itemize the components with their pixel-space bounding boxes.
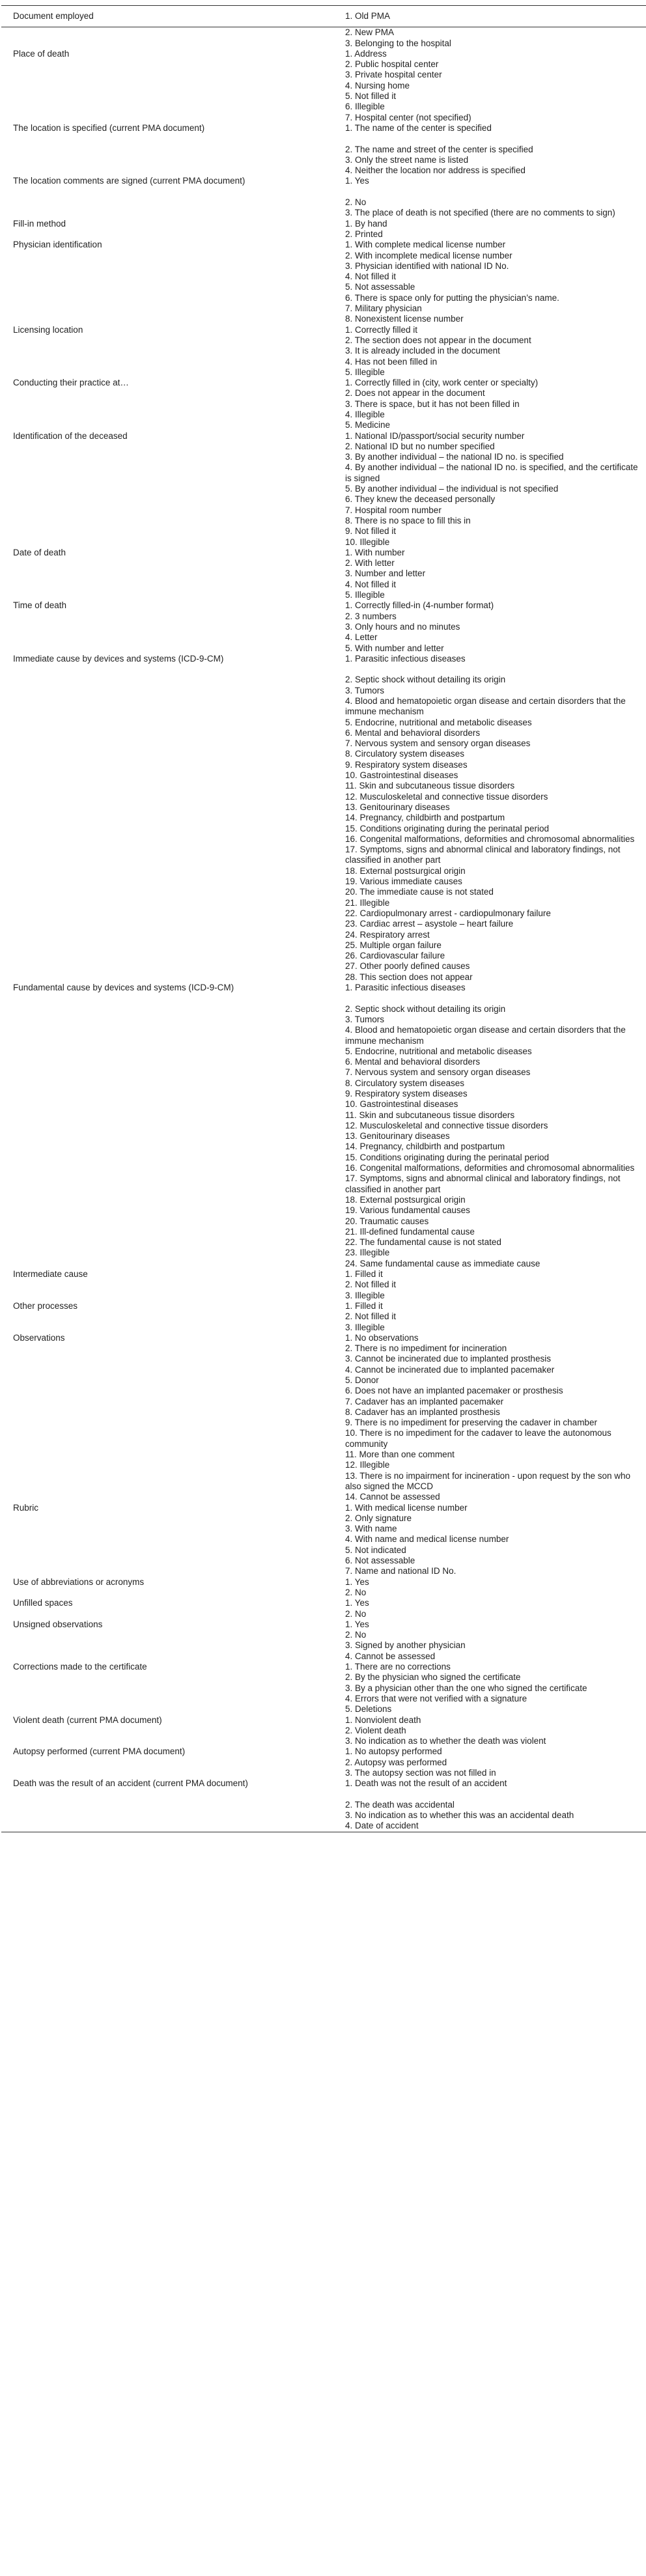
variable-name-cell: Place of death: [13, 48, 70, 59]
option-item: 14. Cannot be assessed: [345, 1492, 440, 1502]
option-item: 5. Medicine: [345, 420, 391, 430]
option-item: 3. The place of death is not specified (there are no comments to sign): [345, 208, 615, 218]
options-cell: [333, 27, 646, 49]
variable-name-cell: The location is specified (current PMA document): [13, 122, 205, 133]
option-item: 7. Hospital center (not specified): [345, 112, 471, 122]
option-spacer: [345, 993, 646, 1003]
variable-name-cell: Death was the result of an accident (current PMA document): [1, 1778, 333, 1832]
option-item: 14. Pregnancy, childbirth and postpartum: [345, 1141, 505, 1152]
variable-name-cell: Identification of the deceased: [13, 430, 128, 441]
option-item: 3. By a physician other than the one who signed the certificate: [345, 1683, 587, 1693]
option-item: 3. Number and letter: [345, 568, 426, 579]
option-item: 6. They knew the deceased personally: [345, 494, 496, 505]
option-item: 18. External postsurgical origin: [345, 865, 466, 876]
option-item: 4. With name and medical license number: [345, 1534, 509, 1545]
option-item: 2. With incomplete medical license number: [345, 250, 513, 260]
option-item: 19. Various immediate causes: [345, 876, 462, 887]
option-item: 12. Musculoskeletal and connective tissue disorders: [345, 1120, 548, 1130]
header-value-cell: 1. Old PMA: [333, 6, 646, 27]
table-row: [1, 548, 646, 600]
option-item: 2. 3 numbers: [345, 611, 397, 621]
option-item: 2. No: [345, 197, 367, 208]
options-cell: [333, 1715, 646, 1747]
option-item: 5. Not indicated: [345, 1545, 406, 1555]
option-item: 1. Nonviolent death: [345, 1715, 421, 1725]
table-row: [1, 49, 646, 123]
option-item: 28. This section does not appear: [345, 972, 473, 982]
option-item: 22. Cardiopulmonary arrest - cardiopulmonary failure: [345, 908, 551, 918]
option-item: 6. There is space only for putting the physician’s name.: [345, 292, 559, 303]
table-row: [1, 1333, 646, 1503]
option-item: 9. Respiratory system diseases: [345, 759, 468, 770]
option-item: 6. Does not have an implanted pacemaker or prosthesis: [345, 1386, 563, 1396]
option-item: 13. Genitourinary diseases: [345, 802, 450, 812]
option-item: 21. Illegible: [345, 897, 390, 908]
options-cell: [333, 1778, 646, 1832]
option-item: 1. Parasitic infectious diseases: [345, 983, 466, 993]
options-cell: [333, 654, 646, 983]
option-spacer: [345, 133, 646, 144]
option-item: 2. Autopsy was performed: [345, 1757, 447, 1767]
option-item: 4. Blood and hematopoietic organ disease and certain disorders that the immune mechanism: [345, 696, 626, 717]
option-item: 4. Not filled it: [345, 579, 397, 589]
option-item: 1. No autopsy performed: [345, 1746, 442, 1757]
options-cell: [333, 1503, 646, 1577]
options-cell: [333, 1619, 646, 1662]
option-item: 3. It is already included in the document: [345, 346, 500, 356]
option-item: 1. Yes: [345, 1598, 369, 1608]
options-cell: [333, 1269, 646, 1301]
option-item: 5. Endocrine, nutritional and metabolic diseases: [345, 717, 532, 727]
option-item: 1. By hand: [345, 218, 387, 229]
table-row: [1, 240, 646, 324]
option-item: 17. Symptoms, signs and abnormal clinical and laboratory findings, not classified in another part: [345, 1173, 621, 1194]
option-item: 3. Private hospital center: [345, 70, 442, 80]
option-item: 4. Cannot be incinerated due to implanted pacemaker: [345, 1364, 555, 1375]
option-item: 11. Skin and subcutaneous tissue disorders: [345, 781, 515, 791]
variable-name-cell: Unsigned observations: [13, 1619, 103, 1629]
option-item: 14. Pregnancy, childbirth and postpartum: [345, 813, 505, 823]
table-row: [1, 431, 646, 548]
option-item: 5. Donor: [345, 1375, 379, 1385]
option-item: 1. Filled it: [345, 1300, 383, 1311]
option-item: 19. Various fundamental causes: [345, 1205, 470, 1216]
option-item: 1. Yes: [345, 1576, 369, 1587]
option-item: 2. Septic shock without detailing its origin: [345, 675, 506, 685]
option-item: 1. Yes: [345, 1619, 369, 1629]
option-spacer: [345, 1789, 646, 1800]
table-row: [1, 176, 646, 218]
variable-name-cell: The location comments are signed (current PMA document): [13, 176, 246, 186]
option-item: 10. There is no impediment for the cadaver to leave the autonomous community: [345, 1428, 611, 1449]
option-item: 4. By another individual – the national ID no. is specified, and the certificate is signed: [345, 462, 638, 483]
option-item: 22. The fundamental cause is not stated: [345, 1237, 501, 1248]
option-item: 1. Address: [345, 48, 387, 59]
option-spacer: [345, 664, 646, 675]
option-item: 1. With complete medical license number: [345, 240, 506, 250]
option-item: 2. National ID but no number specified: [345, 441, 495, 451]
option-item: 2. By the physician who signed the certificate: [345, 1672, 521, 1683]
option-item: 4. Errors that were not verified with a signature: [345, 1693, 527, 1703]
option-item: 24. Same fundamental cause as immediate cause: [345, 1258, 541, 1268]
option-item: 4. Illegible: [345, 409, 385, 419]
option-item: 11. Skin and subcutaneous tissue disorders: [345, 1110, 515, 1120]
option-item: 17. Symptoms, signs and abnormal clinical and laboratory findings, not classified in another part: [345, 845, 621, 865]
option-item: 3. The autopsy section was not filled in: [345, 1767, 496, 1778]
option-item: 3. No indication as to whether the death was violent: [345, 1736, 546, 1746]
option-item: 21. Ill-defined fundamental cause: [345, 1226, 475, 1237]
option-item: 2. No: [345, 1608, 367, 1619]
option-item: 10. Illegible: [345, 537, 390, 547]
option-item: 1. The name of the center is specified: [345, 122, 492, 133]
header-variable-cell: Document employed: [1, 6, 333, 27]
option-item: 1. Correctly filled-in (4-number format): [345, 600, 494, 611]
variable-name-cell: Physician identification: [13, 240, 102, 250]
option-item: 12. Musculoskeletal and connective tissue disorders: [345, 791, 548, 802]
option-item: 5. Illegible: [345, 590, 385, 600]
variable-name-cell: Autopsy performed (current PMA document): [13, 1746, 186, 1757]
option-item: 2. Only signature: [345, 1513, 412, 1523]
options-cell: [333, 1662, 646, 1715]
options-cell: [333, 123, 646, 176]
options-cell: [333, 49, 646, 123]
option-item: 1. No observations: [345, 1332, 419, 1343]
options-cell: [333, 325, 646, 378]
option-item: 3. Belonging to the hospital: [345, 38, 451, 48]
table-row: [1, 325, 646, 378]
options-cell: [333, 1746, 646, 1778]
option-item: 9. There is no impediment for preserving the cadaver in chamber: [345, 1418, 597, 1428]
option-item: 8. Nonexistent license number: [345, 314, 464, 324]
option-item: 1. National ID/passport/social security number: [345, 430, 525, 441]
option-item: 3. By another individual – the national ID no. is specified: [345, 452, 564, 462]
option-item: 4. Date of accident: [345, 1821, 419, 1831]
option-item: 10. Gastrointestinal diseases: [345, 1099, 458, 1110]
option-item: 3. Tumors: [345, 1014, 385, 1024]
option-item: 5. Not filled it: [345, 91, 397, 102]
option-item: 2. Not filled it: [345, 1311, 397, 1322]
options-cell: [333, 219, 646, 240]
variable-name-cell: Time of death: [13, 600, 67, 611]
option-item: 4. Blood and hematopoietic organ disease and certain disorders that the immune mechanism: [345, 1025, 626, 1046]
option-item: 1. Correctly filled it: [345, 324, 418, 335]
table-row: [1, 27, 646, 49]
options-cell: [333, 431, 646, 548]
table-header-row: [1, 6, 646, 27]
option-item: 7. Nervous system and sensory organ diseases: [345, 1067, 531, 1078]
table-row: [1, 654, 646, 983]
option-item: 26. Cardiovascular failure: [345, 951, 445, 961]
option-item: 2. The section does not appear in the document: [345, 335, 531, 345]
table-row: [1, 1301, 646, 1333]
option-item: 8. Circulatory system diseases: [345, 1078, 465, 1088]
table-body: [1, 6, 646, 1832]
option-item: 15. Conditions originating during the perinatal period: [345, 823, 549, 833]
option-item: 24. Respiratory arrest: [345, 929, 430, 940]
options-cell: [333, 1301, 646, 1333]
option-item: 1. With medical license number: [345, 1502, 468, 1513]
option-item: 3. Only the street name is listed: [345, 154, 469, 165]
option-item: 7. Military physician: [345, 303, 422, 314]
variable-name-cell: Conducting their practice at…: [13, 378, 129, 388]
option-item: 13. Genitourinary diseases: [345, 1131, 450, 1141]
option-item: 23. Cardiac arrest – asystole – heart failure: [345, 919, 514, 929]
options-cell: [333, 548, 646, 600]
option-item: 11. More than one comment: [345, 1449, 455, 1460]
variable-name-cell: Immediate cause by devices and systems (ICD-9-CM): [13, 653, 224, 664]
option-item: 2. The death was accidental: [345, 1799, 455, 1810]
option-spacer: [345, 187, 646, 197]
option-item: 2. New PMA: [345, 27, 395, 38]
option-item: 1. There are no corrections: [345, 1662, 451, 1672]
option-item: 3. With name: [345, 1524, 397, 1534]
option-item: 15. Conditions originating during the perinatal period: [345, 1152, 549, 1162]
option-item: 4. Has not been filled in: [345, 356, 438, 367]
table-row: [1, 1746, 646, 1778]
option-item: 2. Does not appear in the document: [345, 388, 485, 399]
death-certificate-variables-table: [1, 5, 646, 1832]
option-item: 2. Printed: [345, 229, 383, 239]
options-cell: [333, 1333, 646, 1503]
option-item: 20. The immediate cause is not stated: [345, 887, 494, 897]
option-item: 8. Cadaver has an implanted prosthesis: [345, 1407, 500, 1417]
option-item: 1. Filled it: [345, 1269, 383, 1280]
option-item: 13. There is no impairment for incineration - upon request by the son who also signed the MCCD: [345, 1470, 630, 1491]
table-row: [1, 1269, 646, 1301]
option-item: 7. Cadaver has an implanted pacemaker: [345, 1396, 504, 1407]
table-row: [1, 1662, 646, 1715]
option-item: 2. Violent death: [345, 1725, 406, 1735]
option-item: 16. Congenital malformations, deformities and chromosomal abnormalities: [345, 833, 635, 844]
option-item: 3. Cannot be incinerated due to implanted prosthesis: [345, 1354, 551, 1364]
variable-name-cell: Unfilled spaces: [13, 1598, 73, 1608]
document-table-container: [1, 5, 646, 1832]
option-item: 8. Circulatory system diseases: [345, 749, 465, 759]
option-item: 9. Not filled it: [345, 526, 397, 537]
option-item: 2. Public hospital center: [345, 59, 439, 70]
variable-name-cell: Rubric: [13, 1502, 39, 1513]
option-item: 4. Cannot be assessed: [345, 1651, 436, 1661]
option-item: 2. There is no impediment for incineration: [345, 1343, 507, 1354]
option-item: 16. Congenital malformations, deformities and chromosomal abnormalities: [345, 1163, 635, 1173]
option-item: 2. No: [345, 1630, 367, 1640]
table-row: [1, 1577, 646, 1599]
table-row: [1, 1619, 646, 1662]
variable-name-cell: Fill-in method: [13, 218, 66, 229]
options-cell: [333, 240, 646, 324]
option-item: 5. By another individual – the individual is not specified: [345, 484, 559, 494]
variable-name-cell: Fundamental cause by devices and systems (ICD-9-CM): [13, 983, 234, 993]
option-item: 20. Traumatic causes: [345, 1216, 429, 1226]
option-item: 2. No: [345, 1587, 367, 1597]
option-item: 4. Neither the location nor address is specified: [345, 165, 526, 176]
option-item: 7. Name and national ID No.: [345, 1566, 456, 1576]
option-item: 4. Letter: [345, 632, 378, 643]
option-item: 12. Illegible: [345, 1460, 390, 1470]
table-row: [1, 1715, 646, 1747]
option-item: 1. Correctly filled in (city, work center or specialty): [345, 378, 539, 388]
variable-name-cell: Violent death (current PMA document): [13, 1715, 162, 1725]
table-row: [1, 983, 646, 1269]
table-row: [1, 1778, 646, 1832]
option-item: 27. Other poorly defined causes: [345, 961, 470, 972]
options-cell: [333, 1577, 646, 1599]
options-cell: [333, 1598, 646, 1619]
option-item: 3. There is space, but it has not been filled in: [345, 399, 520, 409]
option-item: 3. No indication as to whether this was an accidental death: [345, 1810, 574, 1821]
option-item: 1. Parasitic infectious diseases: [345, 653, 466, 664]
table-row: [1, 1503, 646, 1577]
option-item: 1. With number: [345, 547, 405, 557]
option-item: 18. External postsurgical origin: [345, 1194, 466, 1205]
option-item: 1. Yes: [345, 176, 369, 186]
options-cell: [333, 378, 646, 430]
option-item: 2. Not filled it: [345, 1280, 397, 1290]
option-item: 5. Not assessable: [345, 282, 415, 292]
option-item: 25. Multiple organ failure: [345, 940, 442, 950]
table-row: [1, 378, 646, 430]
option-item: 1. Death was not the result of an accident: [345, 1778, 507, 1789]
option-item: 23. Illegible: [345, 1248, 390, 1258]
option-item: 3. Only hours and no minutes: [345, 621, 460, 632]
options-cell: [333, 176, 646, 218]
option-item: 6. Not assessable: [345, 1556, 415, 1566]
option-item: 6. Illegible: [345, 102, 385, 112]
option-item: 3. Tumors: [345, 685, 385, 695]
option-item: 4. Not filled it: [345, 272, 397, 282]
option-item: 9. Respiratory system diseases: [345, 1088, 468, 1099]
table-row: [1, 219, 646, 240]
option-item: 8. There is no space to fill this in: [345, 515, 471, 525]
table-row: [1, 123, 646, 176]
options-cell: [333, 600, 646, 653]
variable-name-cell: Date of death: [13, 547, 66, 557]
option-item: 5. Endocrine, nutritional and metabolic diseases: [345, 1046, 532, 1056]
option-item: 4. Nursing home: [345, 80, 410, 91]
option-item: 2. The name and street of the center is specified: [345, 144, 533, 154]
option-item: 5. With number and letter: [345, 643, 444, 653]
option-item: 10. Gastrointestinal diseases: [345, 770, 458, 781]
option-item: 5. Illegible: [345, 367, 385, 377]
option-item: 6. Mental and behavioral disorders: [345, 1057, 481, 1067]
option-item: 6. Mental and behavioral disorders: [345, 727, 481, 738]
variable-name-cell: Intermediate cause: [13, 1269, 88, 1280]
option-item: 3. Illegible: [345, 1322, 385, 1332]
variable-name-cell: Corrections made to the certificate: [13, 1662, 147, 1672]
option-item: 7. Nervous system and sensory organ diseases: [345, 738, 531, 749]
option-item: 7. Hospital room number: [345, 505, 442, 515]
options-cell: [333, 983, 646, 1269]
table-row: [1, 1598, 646, 1619]
option-item: 3. Illegible: [345, 1290, 385, 1300]
option-item: 3. Signed by another physician: [345, 1640, 466, 1651]
option-item: 2. Septic shock without detailing its origin: [345, 1003, 506, 1014]
variable-name-cell: Licensing location: [13, 324, 83, 335]
variable-name-cell: Observations: [13, 1332, 65, 1343]
variable-name-cell: Other processes: [13, 1300, 78, 1311]
option-item: 2. With letter: [345, 558, 395, 568]
option-item: 3. Physician identified with national ID No.: [345, 260, 509, 271]
variable-name-cell: [1, 27, 333, 49]
table-row: [1, 600, 646, 653]
option-item: 5. Deletions: [345, 1704, 392, 1715]
variable-name-cell: Use of abbreviations or acronyms: [13, 1576, 145, 1587]
